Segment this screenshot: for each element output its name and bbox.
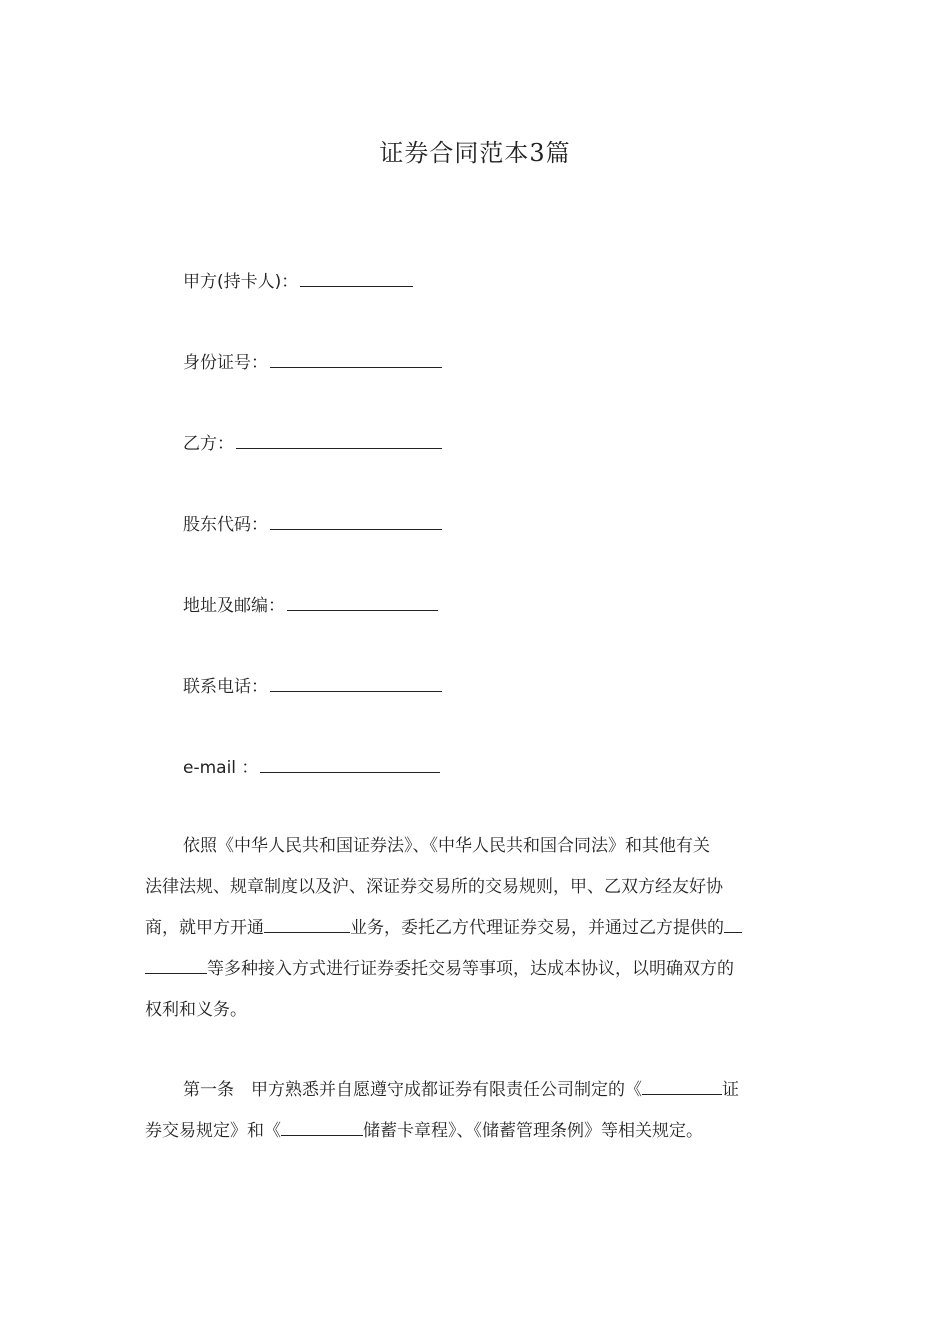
paragraph-article-1	[145, 1070, 807, 1152]
field-label: 身份证号：	[183, 353, 268, 373]
field-label: e-mail ：	[183, 758, 259, 778]
fill-blank[interactable]	[287, 592, 438, 611]
field-label: 地址及邮编：	[183, 596, 285, 616]
paragraph-preamble	[145, 826, 807, 1031]
fill-blank[interactable]	[281, 1115, 363, 1136]
fill-blank[interactable]	[642, 1074, 722, 1095]
paragraph-text: 证	[722, 1080, 739, 1100]
paragraph-text: 第一条 甲方熟悉并自愿遵守成都证券有限责任公司制定的《	[183, 1080, 642, 1100]
field-label: 股东代码：	[183, 515, 268, 535]
field-label: 联系电话：	[183, 677, 268, 697]
fill-blank[interactable]	[145, 953, 207, 974]
paragraph-text: 法律法规、规章制度以及沪、深证券交易所的交易规则，甲、乙双方经友好协	[145, 877, 723, 897]
fill-blank[interactable]	[270, 511, 442, 530]
field-label: 甲方(持卡人)：	[183, 272, 299, 292]
field-email	[183, 754, 440, 780]
field-address-postcode	[183, 592, 438, 618]
paragraph-text: 权利和义务。	[145, 1000, 247, 1020]
paragraph-text: 商，就甲方开通	[145, 918, 264, 938]
paragraph-text: 等多种接入方式进行证券委托交易等事项，达成本协议，以明确双方的	[207, 959, 734, 979]
field-phone	[183, 673, 442, 699]
paragraph-text: 依照《中华人民共和国证券法》、《中华人民共和国合同法》和其他有关	[183, 836, 710, 856]
fill-blank[interactable]	[724, 912, 742, 933]
paragraph-text: 券交易规定》和《	[145, 1121, 281, 1141]
paragraph-text: 业务，委托乙方代理证券交易，并通过乙方提供的	[350, 918, 724, 938]
fill-blank[interactable]	[270, 349, 442, 368]
document-title: 证券合同范本3篇	[379, 139, 571, 167]
paragraph-text: 储蓄卡章程》、《储蓄管理条例》等相关规定。	[363, 1121, 703, 1141]
fill-blank[interactable]	[270, 673, 442, 692]
fill-blank[interactable]	[264, 912, 350, 933]
fill-blank[interactable]	[260, 754, 440, 773]
field-shareholder-code	[183, 511, 442, 537]
field-party-a	[183, 268, 413, 294]
field-label: 乙方：	[183, 434, 234, 454]
fill-blank[interactable]	[300, 268, 413, 287]
field-party-b	[183, 430, 442, 456]
fill-blank[interactable]	[236, 430, 442, 449]
field-id-number	[183, 349, 442, 375]
